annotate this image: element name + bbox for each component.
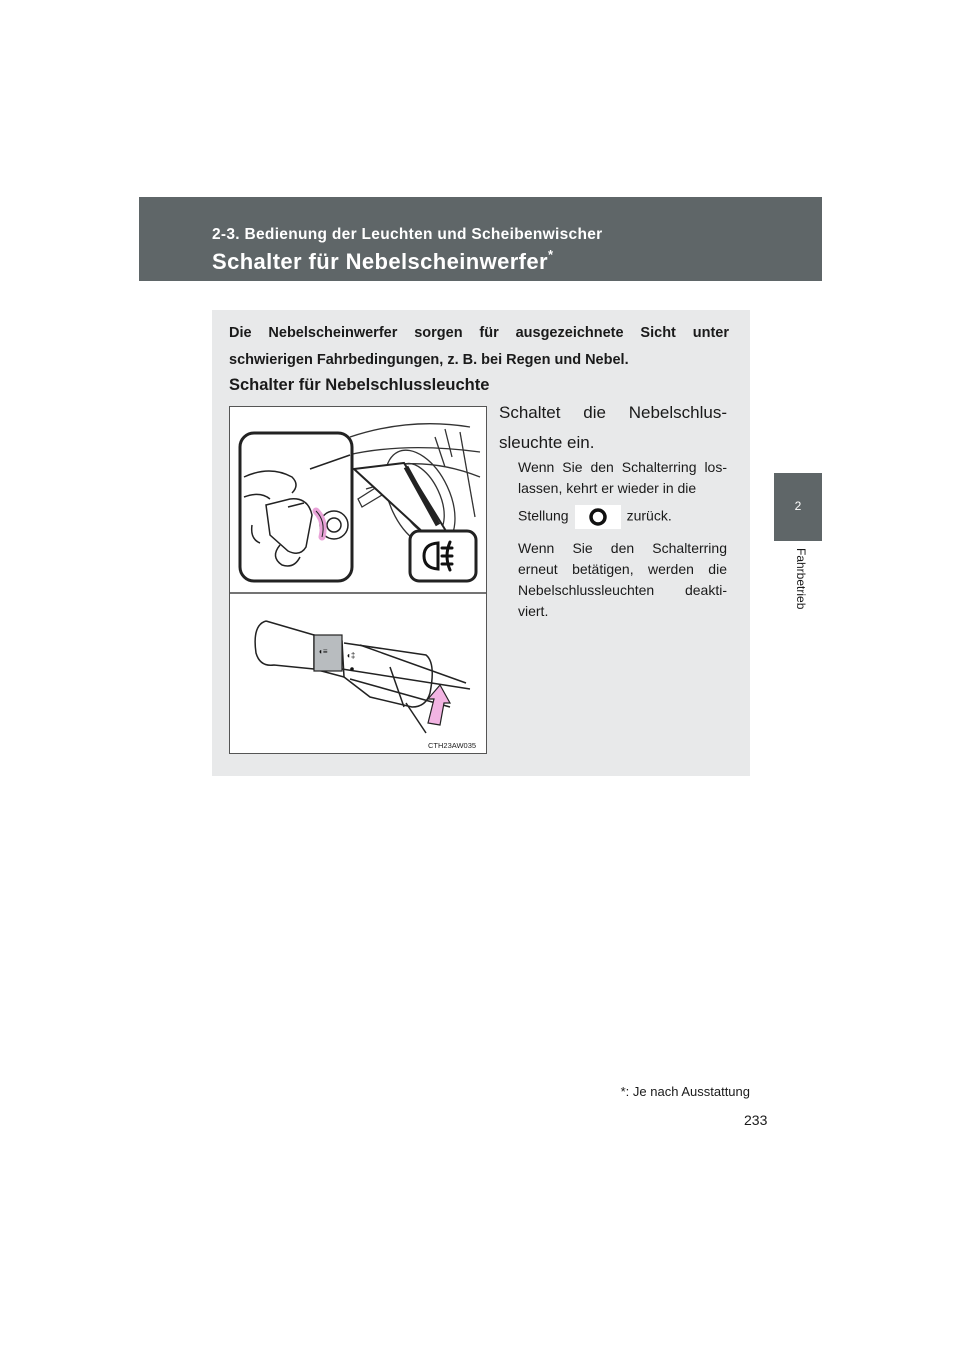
footnote: *: Je nach Ausstattung xyxy=(620,1084,750,1099)
intro-text: Die Nebelscheinwerfer sorgen für ausgezeichnete Sicht unter schwierigen Fahrbedingungen, z. B. bei Regen und Nebel. xyxy=(229,325,729,368)
off-position-icon xyxy=(575,505,621,529)
subheading: Schalter für Nebelschlussleuchte xyxy=(229,376,490,394)
chapter-number: 2 xyxy=(794,499,802,513)
illustration xyxy=(229,406,487,754)
note-release-text: Wenn Sie den Schalterring los-lassen, kehrt er wieder in die xyxy=(518,459,727,496)
note-deactivate: Wenn Sie den Schalterring erneut betätigen, werden die Nebelschlussleuchten deakti-viert. xyxy=(518,540,727,619)
figure-code: CTH23AW035 xyxy=(428,741,477,750)
section-label: 2-3. Bedienung der Leuchten und Scheibenwischer xyxy=(212,226,603,243)
arrow-up-icon xyxy=(428,685,450,725)
page-number: 233 xyxy=(744,1112,768,1128)
main-instruction: Schaltet die Nebelschlus-sleuchte ein. xyxy=(499,403,727,452)
chapter-tab xyxy=(774,473,822,541)
page-title-text: Schalter für Nebelscheinwerfer xyxy=(212,249,549,274)
note-position-word: Stellung xyxy=(518,507,569,524)
note-position-return: zurück. xyxy=(626,507,672,524)
svg-text:◖‡: ◖‡ xyxy=(346,651,356,660)
illustration-drawing xyxy=(230,407,486,753)
svg-text:◖≡: ◖≡ xyxy=(318,647,328,656)
page-title xyxy=(212,249,553,275)
note-release-position xyxy=(518,505,727,529)
chapter-label: Fahrbetrieb xyxy=(794,548,808,610)
title-footnote-mark: * xyxy=(548,247,554,262)
